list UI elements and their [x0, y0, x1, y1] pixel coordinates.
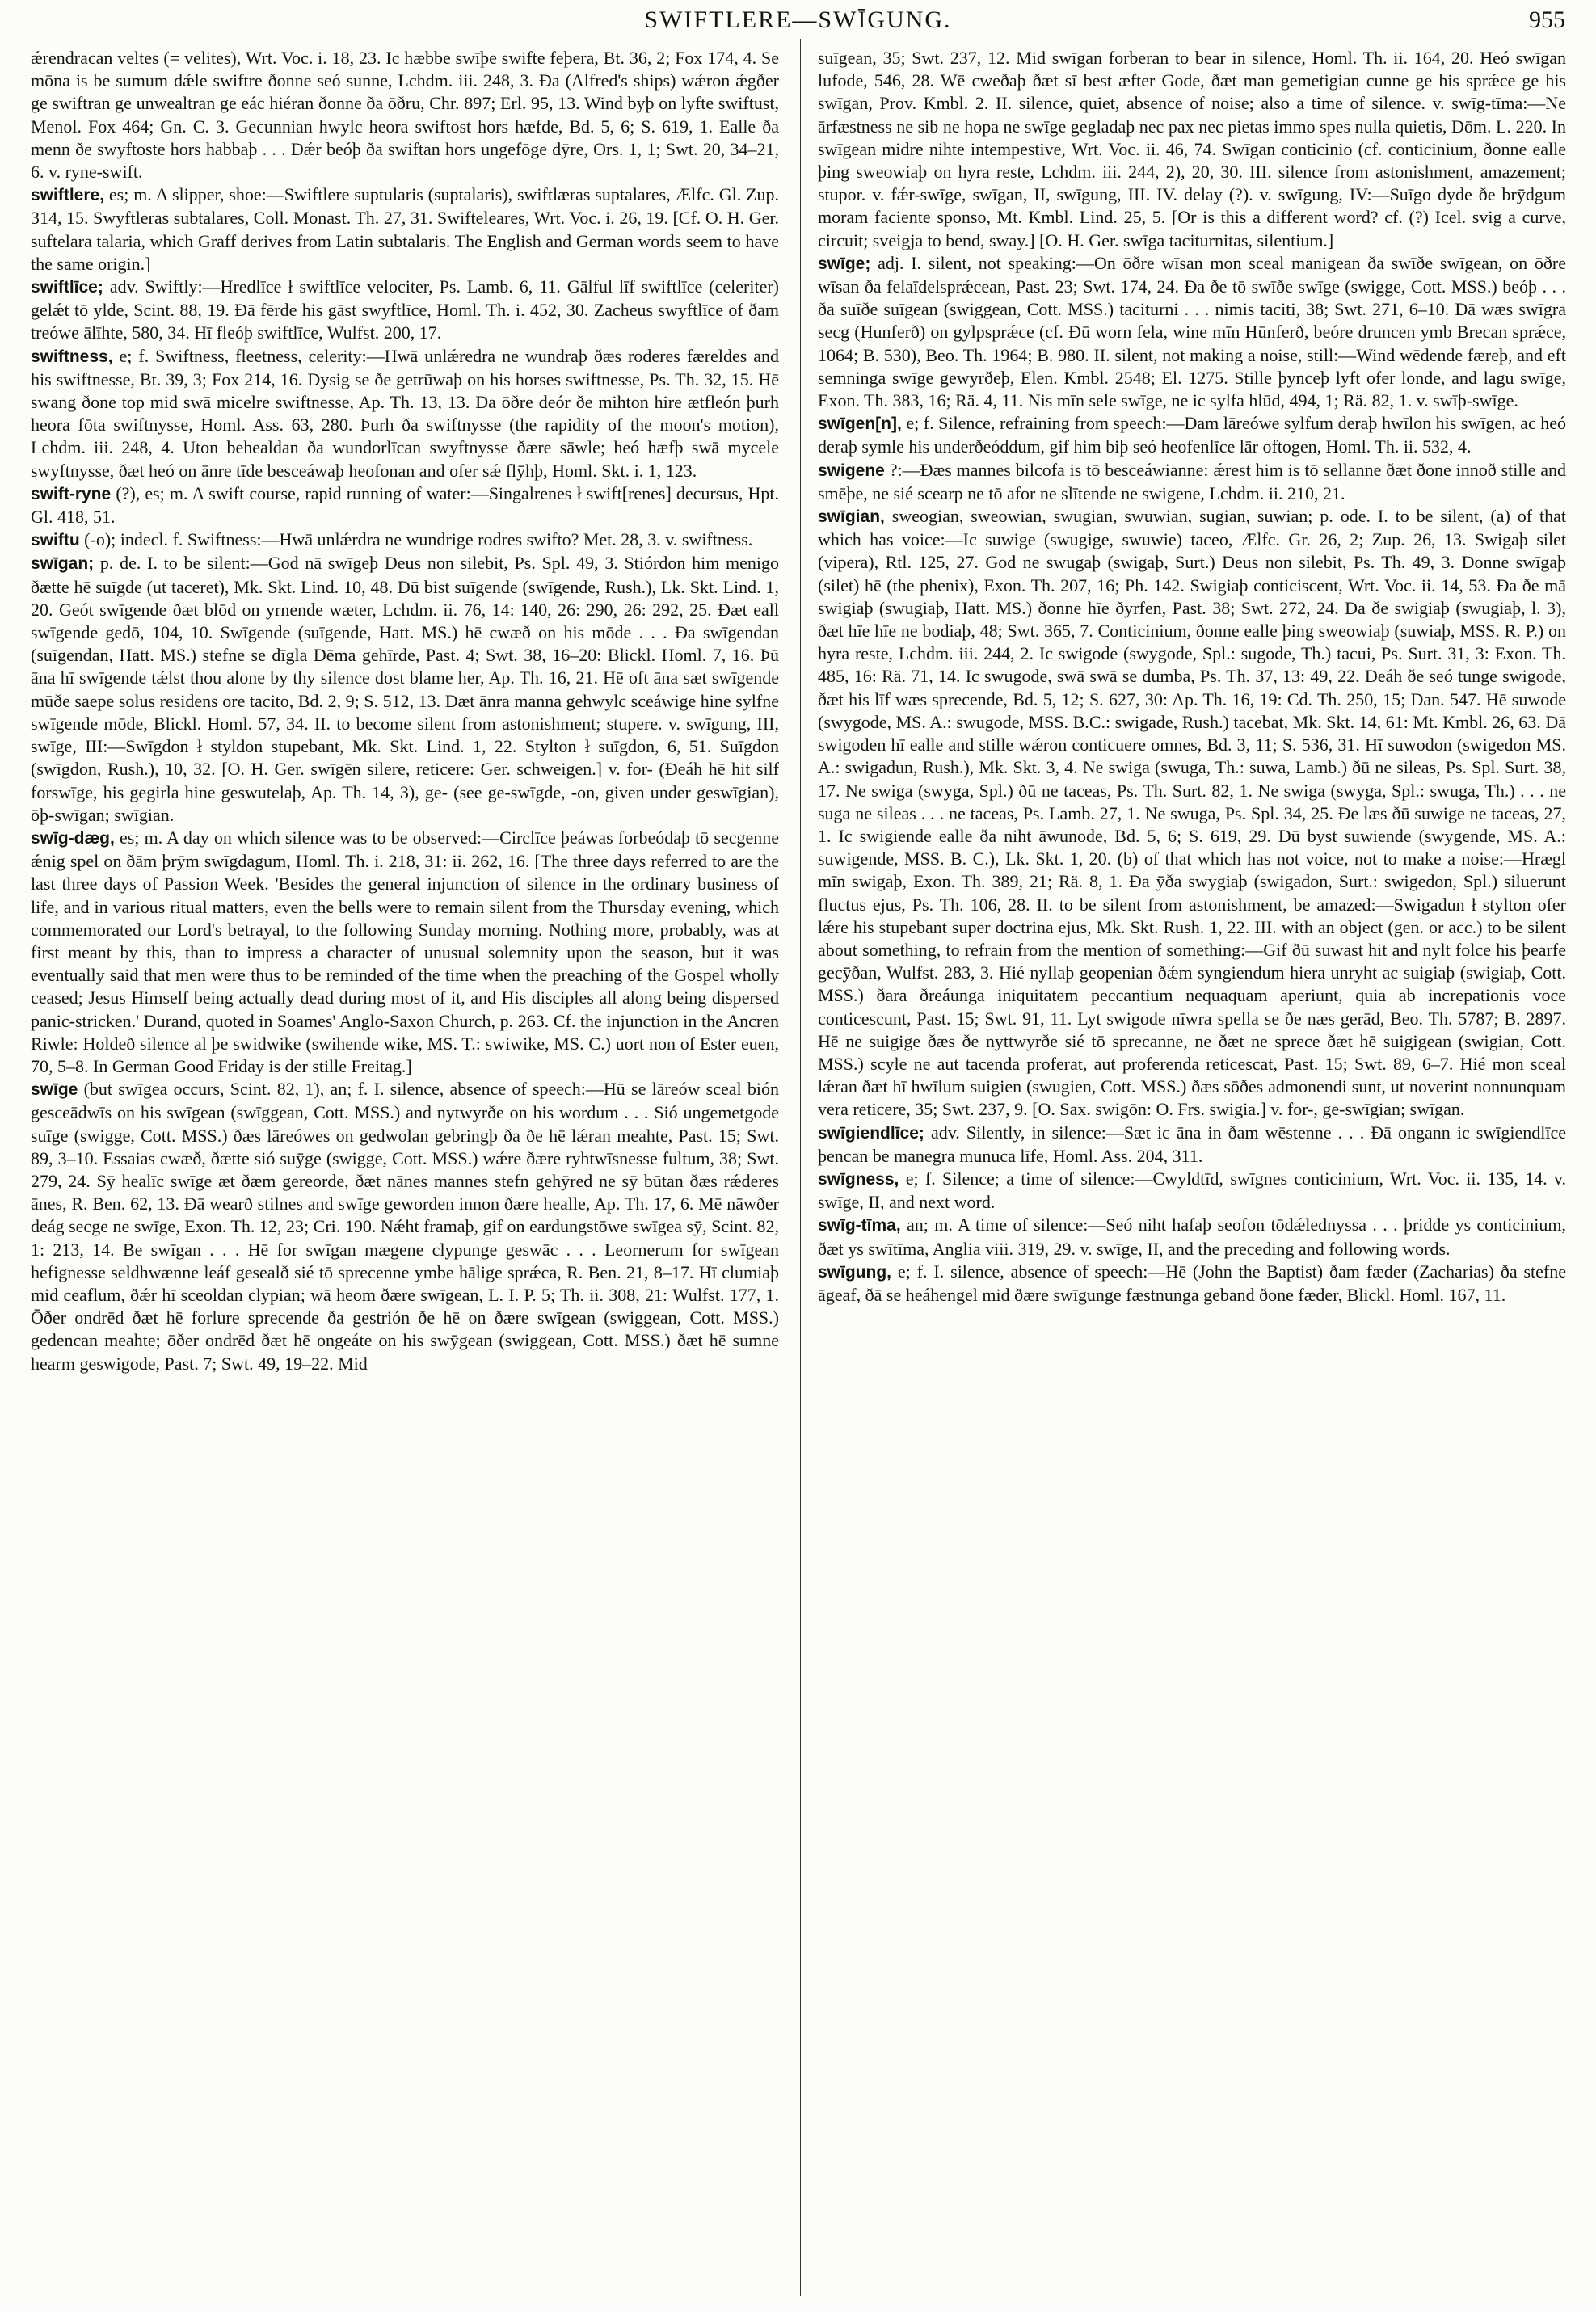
column-divider	[800, 39, 801, 2296]
entry-text: sweogian, sweowian, swugian, swuwian, sugian, suwian; p. ode. I. to be silent, (a) of that which has voice:—Ic suwige (swugige, swuwie) taceo, Ælfc. Gr. 26, 2; Zup. 26, 13. Swigaþ silet (vipera), Rtl. 125, 27. God ne swugaþ (swigaþ, Surt.) Deus non silebit, Ps. Th. 49, 3. Ðonne swīgaþ (silet) hē (the phenix), Exon. Th. 207, 16; Ph. 142. Swigiaþ conticiscent, Wrt. Voc. ii. 14, 53. Ða ðe mā swigiaþ (swugiaþ, Hatt. MS.) ðonne hīe ðyrfen, Past. 38; Swt. 272, 24. Ða ðe swigiaþ (swugiaþ, l. 3), ðæt hīe hīe ne bodiaþ, 48; Swt. 365, 7. Conticinium, ðonne ealle þing sweowiaþ (suwiaþ, MSS. R. P.) on hyra reste, Lchdm. iii. 244, 2. Ic swigode (swygode, Spl.: sugode, Th.) tacui, Ps. Surt. 31, 3: Exon. Th. 485, 16: Rä. 71, 14. Ic swugode, swā swā se dumba, Ps. Th. 37, 13: 49, 22. Deáh ðe seó tunge swigode, ðæt his līf wæs sprecende, Bd. 5, 12; S. 627, 30: Ap. Th. 16, 19: Cd. Th. 250, 15; Dan. 547. Hē suwode (swygode, MS. A.: swugode, MSS. B.C.: swigade, Rush.) tacebat, Mk. Skt. 14, 61: Mt. Kmbl. 26, 63. Ðā swigoden hī ealle and stille wǽron conticuere omnes, Bd. 3, 11; S. 536, 31. Hī suwodon (swigedon MS. A.: swigadun, Rush.), Mk. Skt. 3, 4. Ne swiga (swuga, Th.: suwa, Lamb.) ðū ne sileas, Ps. Spl. Surt. 38, 17. Ne swiga (swyga, Spl.) ðū ne taceas, Ps. Th. Surt. 82, 1. Ne swiga (swyga, Spl.: swuga, Th.) . . . ne suga ne sileas . . . ne taceas, Ps. Lamb. 27, 1. Ne swuga, Ps. Spl. 34, 25. Ðe læs ðū suwige ne taceas, 27, 1. Ic swigiende ealle ða niht āwunode, Bd. 5, 6; S. 619, 29. Ðū byst suwiende (swygende, MS. A.: suwigende, MSS. B. C.), Lk. Skt. 1, 20. (b) of that which has not voice, not to make a noise:—Hrægl mīn swigaþ, Exon. Th. 389, 21; Rä. 8, 1. Ða ȳða swygiaþ (swigadon, Surt.: swigedon, Spl.) siluerunt fluctus ejus, Ps. Th. 106, 28. II. to be silent from astonishment, be amazed:—Swigadun ł stylton ofer lǽre his stupebant super doctrina ejus, Mk. Skt. Rush. 1, 22. III. with an object (gen. or acc.) to be silent about something, to refrain from the mention of something:—Gif ðū suwast hit and nylt folce his þearfe gecȳðan, Wulfst. 283, 3. Hié nyllaþ geopenian ðǽm syngiendum hiera unryht ac suigiaþ (swigiaþ, Cott. MSS.) ðara ðreáunga iniquitatem peccantium nequaquam aperiunt, quia ab increpationis voce conticescunt, Past. 15; Swt. 91, 11. Lyt swigode nīwra spella se ðe næs gerād, Beo. Th. 5787; B. 2897. Hē ne suigige ðæs ðe nyttwyrðe sié tō sprecanne, ne ðæt ne sprece ðæt hē suigigean (swigian, Cott. MSS.) scyle ne aut tacenda proferat, aut proferenda reticescat, Past. 15; Swt. 89, 6–7. Hié mon sceal lǽran ðæt hī hwīlum suigien (swugien, Cott. MSS.) ðæs sōðes admonendi sunt, ut noverint nonnunquam vera reticere, 35; Swt. 237, 9. [O. Sax. swigōn: O. Frs. swigia.] v. for-, ge-swīgian; swīgan.	[818, 506, 1566, 1120]
entry-headword: swīg-dæg,	[31, 828, 115, 848]
entry-headword: swīgen[n],	[818, 415, 902, 434]
entry-headword: swīge;	[818, 254, 871, 273]
entry-text: suīgean, 35; Swt. 237, 12. Mid swīgan forberan to bear in silence, Homl. Th. ii. 164, 20. Heó swīgan lufode, 546, 28. Wē cweðaþ ðæt sī best æfter Gode, ðæt man gemetigian cunne ge his sprǽce ge his swīgan, Prov. Kmbl. 2. II. silence, quiet, absence of noise; also a time of silence. v. swīg-tīma:—Ne ārfæstness ne sib ne hopa ne swīge gegladaþ nec pax nec pietas immo spes nulla quietis, Dōm. L. 220. In swīgean midre nihte intempestive, Wrt. Voc. ii. 46, 74. Swīgan conticinio (cf. conticinium, ðonne ealle þing sweowiaþ on hyra reste, Lchdm. iii. 244, 2), 20, 30. III. silence from astonishment, amazement; stupor. v. fǽr-swīge, swīgan, II, swīgung, III. IV. delay (?). v. swīgung, IV:—Suīgo dyde ðe brȳdgum moram faciente sponso, Mt. Kmbl. Lind. 25, 5. [Or is this a different word? cf. (?) Icel. svig a curve, circuit; sveigja to bend, sway.] [O. H. Ger. swīga taciturnitas, silentium.]	[818, 48, 1566, 250]
entry-headword: swigene	[818, 461, 885, 480]
entry-text: adv. Silently, in silence:—Sæt ic āna in ðam wēstenne . . . Ðā ongann ic swīgiendlīce þencan be manegra munuca līfe, Homl. Ass. 204, 311.	[818, 1122, 1567, 1166]
entry-text: es; m. A slipper, shoe:—Swiftlere suptularis (suptalaris), swiftlæras suptalares, Ælfc. Gl. Zup. 314, 15. Swyftleras subtalares, Coll. Monast. Th. 27, 31. Swifteleares, Wrt. Voc. i. 26, 19. [Cf. O. H. Ger. suftelara talaria, which Graff derives from Latin subtalaris. The English and German words seem to have the same origin.]	[31, 184, 780, 274]
entry-text: an; m. A time of silence:—Seó niht hafaþ seofon tōdǽlednyssa . . . þridde ys conticinium, ðæt ys swītīma, Anglia viii. 319, 29. v. swīge, II, and the preceding and following words.	[818, 1214, 1566, 1259]
dictionary-entry	[818, 459, 1566, 505]
dictionary-entry	[818, 252, 1566, 412]
entry-headword: swīg-tīma,	[818, 1216, 901, 1235]
entry-text: e; f. Silence; a time of silence:—Cwyldtīd, swīgnes conticinium, Wrt. Voc. ii. 135, 14. v. swīge, II, and next word.	[818, 1168, 1566, 1213]
dictionary-entry	[31, 183, 779, 276]
entry-text: ǽrendracan veltes (= velites), Wrt. Voc. i. 18, 23. Ic hæbbe swīþe swifte feþera, Bt. 36, 2; Fox 174, 4. Se mōna is be sumum dǽle swiftre ðonne seó sunne, Lchdm. iii. 248, 3. Ða (Alfred's ships) wǽron ǽgðer ge swiftran ge unwealtran ge eác hiéran ðonne ða ōðru, Chr. 897; Erl. 95, 13. Wind byþ on lyfte swiftust, Menol. Fox 464; Gn. C. 3. Gecunnian hwylc heora swiftost hors hæfde, Bd. 5, 6; S. 619, 1. Ealle ða menn ðe swyftoste hors habbaþ . . . Ðǽr beóþ ða swiftan hors ungefōge dȳre, Ors. 1, 1; Swt. 20, 34–21, 6. v. ryne-swift.	[31, 48, 779, 183]
entry-headword: swīgung,	[818, 1262, 891, 1282]
entry-text: e; f. I. silence, absence of speech:—Hē (John the Baptist) ðam fæder (Zacharias) ða stefne āgeaf, ðā se heáhengel mid ðære swīgunge fæstnunga geband ðone fæder, Blickl. Homl. 167, 11.	[818, 1261, 1567, 1305]
entry-headword: swift-ryne	[31, 484, 112, 503]
entry-text: e; f. Silence, refraining from speech:—Ðam lāreówe sylfum deraþ hwīlon his swīgen, ac heó deraþ symle his underðeóddum, gif him biþ seó heofenlīce lār oftogen, Homl. Th. ii. 532, 4.	[818, 413, 1567, 457]
entry-headword: swīgness,	[818, 1169, 899, 1189]
dictionary-entry	[31, 482, 779, 528]
dictionary-entry	[31, 345, 779, 482]
entry-text: (-o); indecl. f. Swiftness:—Hwā unlǽrdra ne wundrige rodres swifto? Met. 28, 3. v. swiftness.	[84, 529, 753, 550]
entry-headword: swiftu	[31, 531, 80, 550]
entry-text: (?), es; m. A swift course, rapid running of water:—Singalrenes ł swift[renes] decursus, Hpt. Gl. 418, 51.	[31, 482, 779, 528]
entry-headword: swīgan;	[31, 554, 95, 574]
entry-headword: swīgian,	[818, 507, 885, 527]
dictionary-entry	[818, 505, 1566, 1121]
entry-text: p. de. I. to be silent:—God nā swīgeþ Deus non silebit, Ps. Spl. 49, 3. Stiórdon him menigo ðætte hē suīgde (ut taceret), Mk. Skt. Lind. 10, 48. Ðū bist suīgende (swīgende, Rush.), Lk. Skt. Lind. 1, 20. Geót swīgende ðæt blōd on yrnende wæter, Lchdm. ii. 76, 14: 140, 26: 290, 26: 292, 25. Ðæt eall swīgende gedō, 104, 10. Swīgende (suīgende, Hatt. MS.) hē cwæð on his mōde . . . Ða swīgendan (suīgendan, Hatt. MS.) stefne se dīgla Dēma gehīrde, Past. 4; Swt. 38, 16–20: Blickl. Homl. 7, 16. Þū āna hī swīgende tǽlst thou alone by thy silence dost blame her, Ap. Th. 16, 21. Hē oft āna sæt swīgende mūðe saepe solus residens ore tacito, Bd. 2, 9; S. 512, 13. Ðæt ānra manna gehwylc sceáwige hine sylfne swīgende mōde, Blickl. Homl. 57, 34. II. to become silent from astonishment; stupere. v. swīgung, III, swīge, III:—Swīgdon ł styldon stupebant, Mk. Skt. Lind. 1, 22. Stylton ł suīgdon, 6, 51. Suīgdon (swīgdon, Rush.), 10, 32. [O. H. Ger. swīgēn silere, reticere: Ger. schweigen.] v. for- (Ðeáh hē hit silf forswīge, his gegirla hine geswutelaþ, Ap. Th. 14, 3), ge- (see ge-swīgde, -on, given under geswīgian), ōþ-swīgan; swīgian.	[31, 553, 780, 825]
dictionary-entry	[31, 827, 779, 1078]
dictionary-entry	[818, 47, 1566, 252]
dictionary-entry	[818, 1214, 1566, 1260]
right-column	[818, 47, 1566, 1307]
entry-headword: swiftness,	[31, 347, 113, 366]
dictionary-entry	[818, 1168, 1566, 1214]
entry-text: e; f. Swiftness, fleetness, celerity:—Hwā unlǽredra ne wundraþ ðæs roderes færeldes and his swiftnesse, Bt. 39, 3; Fox 214, 16. Dysig se ðe getrūwaþ on his horses swiftnesse, Ps. Th. 32, 15. Hē swang ðone top mid swā micelre swiftnesse, Ap. Th. 13, 13. Da ōðre deór ðe mihton hire ætfleón þurh heora fōta swiftnysse, Homl. Ass. 63, 280. Þurh ða swiftnysse (the rapidity of the moon's motion), Lchdm. iii. 248, 4. Uton behealdan ða wundorlīcan swyftnysse ðære sāwle; heó hæfþ swā mycele swyftnysse, ðæt heó on ānre tīde besceáwaþ heofonan and ofer sǽ flȳhþ, Homl. Skt. i. 1, 123.	[31, 345, 779, 481]
entry-text: adv. Swiftly:—Hredlīce ł swiftlīce velociter, Ps. Lamb. 6, 11. Gālful līf swiftlīce (celeriter) gelǽt tō ylde, Scint. 88, 19. Ðā fērde his gāst swyftlīce, Homl. Th. i. 452, 30. Zacheus swyftlīce of ðam treówe ālīhte, 580, 34. Hī fleóþ swiftlīce, Wulfst. 200, 17.	[31, 276, 779, 343]
entry-text: (but swīgea occurs, Scint. 82, 1), an; f. I. silence, absence of speech:—Hū se lāreów sceal bión gesceādwīs on his swīgean (swīggean, Cott. MSS.) and nytwyrðe on his wordum . . . Sió ungemetgode suīge (swigge, Cott. MSS.) ðæs lāreówes on gedwolan gebringþ ða ðe hē lǽran meahte, Past. 15; Swt. 89, 3–10. Essaias cwæð, ðætte sió suȳge (swigge, Cott. MSS.) wǽre ðære ryhtwīsnesse fultum, 38; Swt. 279, 24. Sȳ healīc swīge æt ðæm gereorde, ðæt nānes mannes stefn gehȳred ne sȳ būtan ðæs rǽderes ānes, R. Ben. 62, 13. Ðā wearð stilnes and swīge geworden innon ðære healle, Ap. Th. 17, 6. Mē nāwðer deág secge ne swīge, Exon. Th. 12, 23; Cri. 190. Nǽht framaþ, gif on eardungstōwe swīgea sȳ, Scint. 82, 1: 213, 14. Be swīgan . . . Hē for swīgan mægene clypunge geswāc . . . Leornerum for swīgean hefignesse seldhwænne leáf gesealð sié tō sprecenne ymbe hālige sprǽca, R. Ben. 21, 8–17. Hī clumiaþ mid ceaflum, ðǽr hī sceoldan clypian; wā heom ðære swīgean, L. I. P. 5; Th. ii. 308, 21: Wulfst. 177, 1. Ōðer ondrēd ðæt hē forlure sprecende ða gestrión ðe hē on ðære swīgean (swiggean, Cott. MSS.) gedencan meahte; ōðer ondrēd ðæt hē ongeáte on his swȳgean (swiggean, Cott. MSS.) ðæt hē sumne hearm geswigode, Past. 7; Swt. 49, 19–22. Mid	[31, 1079, 779, 1374]
dictionary-entry	[818, 412, 1566, 458]
dictionary-entry	[31, 276, 779, 345]
page-number: 955	[1529, 6, 1565, 33]
left-column	[31, 47, 779, 1375]
dictionary-entry	[818, 1122, 1566, 1168]
dictionary-entry	[31, 47, 779, 183]
dictionary-entry	[818, 1261, 1566, 1307]
entry-text: adj. I. silent, not speaking:—On ōðre wīsan mon sceal manigean ða swīðe swīgean, on ōðre wīsan ða felaīdelsprǽcean, Past. 23; Swt. 174, 24. Ða ðe tō swīðe swīge (swigge, Cott. MSS.) beóþ . . . ða suīðe suīgean (swiggean, Cott. MSS.) taciturni . . . nimis taciti, 38; Swt. 271, 6–10. Ðā wæs swīgra secg (Hunferð) on gylpsprǽce (cf. Ðū worn fela, wine mīn Hūnferð, beóre druncen ymb Brecan sprǽce, 1064; B. 530), Beo. Th. 1964; B. 980. II. silent, not making a noise, still:—Wind wēdende færeþ, and eft semninga swīge gewyrðeþ, Elen. Kmbl. 2548; El. 1275. Stille þynceþ lyft ofer londe, and lagu swīge, Exon. Th. 383, 16; Rä. 4, 11. Nis mīn sele swīge, ne ic sylfa hlūd, 494, 1; Rä. 82, 1. v. swīþ-swīge.	[818, 252, 1566, 411]
dictionary-entry	[31, 552, 779, 826]
entry-headword: swīge	[31, 1080, 78, 1100]
entry-text: es; m. A day on which silence was to be observed:—Circlīce þeáwas forbeódaþ tō secgenne ǽnig spel on ðām þrȳm swīgdagum, Homl. Th. i. 218, 31: ii. 262, 16. [The three days referred to are the last three days of Passion Week. 'Besides the general injunction of silence in the ordinary business of life, and in various ritual matters, even the bells were to remain silent from the Thursday evening, which commemorated our Lord's betrayal, to the following Sunday morning. Nothing more, probably, was at first meant by this, than to impress a character of unusual solemnity upon the season, but it was eventually said that men were thus to be reminded of the time when the preaching of the Gospel wholly ceased; Jesus Himself being actually dead during most of it, and His disciples all along being dispersed panic-stricken.' Durand, quoted in Soames' Anglo-Saxon Church, p. 263. Cf. the injunction in the Ancren Riwle: Holdeð silence al þe swidwike (swihende wike, MS. T.: swiwike, MS. C.) uort non of Ester euen, 70, 5–8. In German Good Friday is der stille Freitag.]	[31, 827, 780, 1076]
entry-text: ?:—Ðæs mannes bilcofa is tō besceáwianne: ǽrest him is tō sellanne ðæt ðone innoð stille and smēþe, ne sié scearp ne tō afor ne slītende ne swigene, Lchdm. ii. 210, 21.	[818, 459, 1566, 503]
dictionary-entry	[31, 1078, 779, 1375]
entry-headword: swīgiendlīce;	[818, 1123, 924, 1143]
entry-headword: swiftlere,	[31, 186, 105, 205]
entry-headword: swiftlīce;	[31, 278, 103, 297]
running-title: SWIFTLERE—SWĪGUNG.	[644, 6, 952, 33]
page-header	[0, 0, 1596, 32]
dictionary-entry	[31, 528, 779, 552]
